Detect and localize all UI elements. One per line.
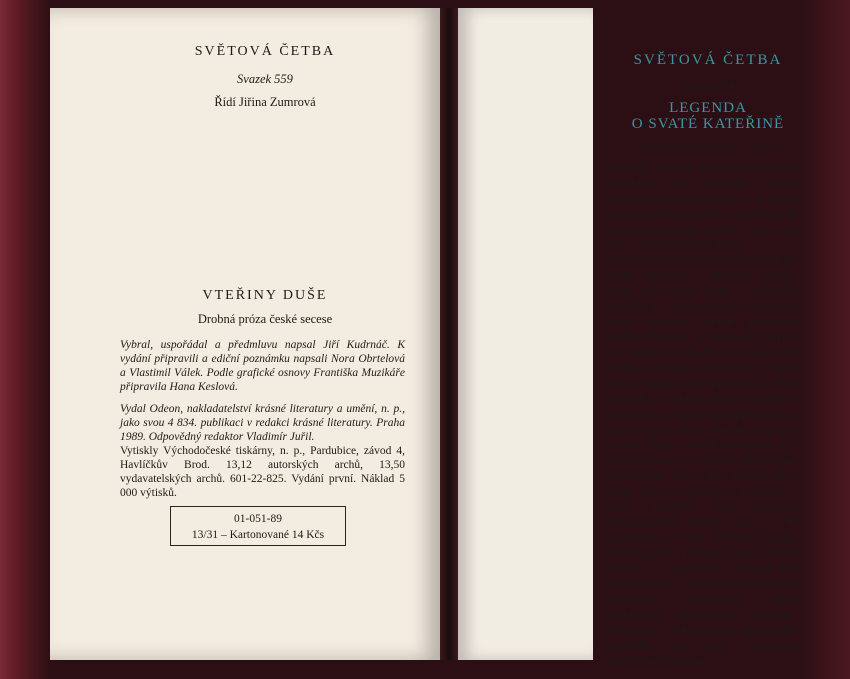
price-label: 13/31 – Kartonované 14 Kčs: [191, 529, 325, 541]
flap-title-line-1: LEGENDA: [669, 100, 747, 116]
flap-meta: Stran 150, cena kart. 14 Kčs: [639, 140, 777, 154]
editorial-credits: Vybral, uspořádal a předmluvu napsal Jiří Kudrnáč. K vydání připravili a ediční poznámku napsali Nora Obrtelová a Vlastimil Válek. Podle grafické osnovy Františka Muzikáře připravila Hana Keslová.: [120, 339, 405, 393]
printer-info: Vytiskly Východočeské tiskárny, n. p., Pardubice, závod 4, Havlíčkův Brod. 13,12 autorských archů, 13,50 vydavatelských archů. 601-22-825. Vydání první. Náklad 5 000 výtisků.: [120, 445, 405, 499]
flap-paragraph-2: S autorem tohoto díla vstoupil do dějin české středověké literatury básník, který jako první tvořil z osobního prožitku a z nitra své doby. Legenda o svaté Kateřině shrnuje předchozí tradici literatury v národním jazyce, její tvárnou zkušenost, a zároveň tuto tradici překonává, vdechujíc jí nový život. Vznikla pravděpodobně v třetí čtvrtině 14. století: je tedy jednou z posledních velkých básní předhusitské doby. Není však labutím zpěvem kultury, která, vnitřně vyčerpána, tuší svůj soumrak: je naplněna slovesnými možnostmi, které žel neměly dost času, aby se rozvinuly. Legenda o svaté Kateřině láká současné překladatelské umění, aby na ní vyzkoušelo své síly. Věříme, že četba tohoto nového překladu, který čtenáři dokáže ve slovesném ustrojení díla odkrýt leccos, co bychom třeba jinak nedokázali postihnout, bude svébytným uměleckým zážitkem. Zároveň si však přejeme, aby čtenáře podnítila k touze vrátit se ke kráse staročeského originálu.: [608, 252, 796, 667]
flap-title-line-2: O SVATÉ KATEŘINĚ: [631, 116, 785, 132]
right-page: [458, 8, 593, 660]
flap-book-title: [608, 100, 808, 132]
book-gutter: [440, 8, 458, 660]
series-editor: Řídí Jiřina Zumrová: [214, 95, 316, 109]
book-title: VTEŘINY DUŠE: [202, 288, 328, 303]
book-subtitle: Drobná próza české secese: [197, 312, 333, 326]
catalog-code: 01-051-89: [234, 513, 282, 525]
flap-series-title: SVĚTOVÁ ČETBA: [633, 52, 783, 68]
price-box: [170, 506, 346, 546]
volume-number: Svazek 559: [237, 72, 293, 86]
flap-paragraph-1: Legenda o svaté Kateřině je právem pokládána za básnický klenot staročeského písemnictví. Je to báseň utrpení i radosti, do níž je „zakleta celá rafinovaná gotická kultura. Více, celý život, i náš“ (Josef Hrabák).: [608, 160, 796, 252]
flap-volume: Svazek 524: [681, 78, 735, 92]
series-title: SVĚTOVÁ ČETBA: [194, 44, 336, 59]
flap-blurb: [608, 160, 796, 668]
publisher-credits: Vydal Odeon, nakladatelství krásné literatury a umění, n. p., jako svou 4 834. publikaci v redakci krásné literatury. Praha 1989. Odpovědný redaktor Vladimír Juřil.: [120, 403, 405, 443]
